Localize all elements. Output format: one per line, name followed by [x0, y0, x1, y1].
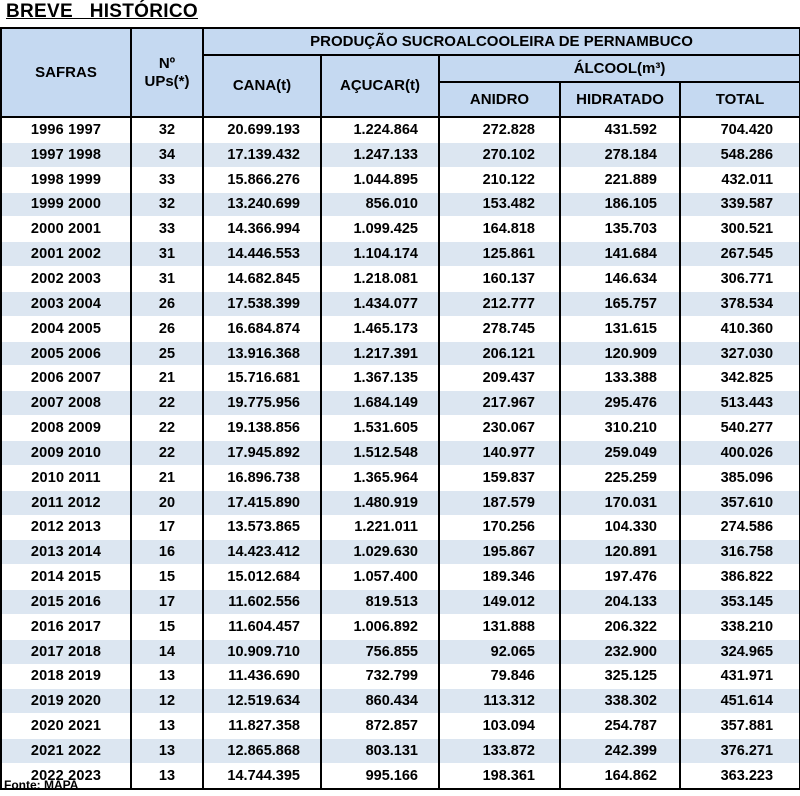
cell-total: 338.210 — [680, 614, 800, 639]
cell-safra: 2005 2006 — [1, 341, 131, 366]
table-row — [1, 590, 800, 615]
cell-acucar: 1.217.391 — [321, 341, 439, 366]
cell-safra: 2002 2003 — [1, 267, 131, 292]
header-cana: CANA(t) — [203, 55, 321, 117]
table-row — [1, 639, 800, 664]
cell-anidro: 149.012 — [439, 590, 560, 615]
table-row — [1, 515, 800, 540]
cell-cana: 19.138.856 — [203, 416, 321, 441]
cell-ups: 34 — [131, 142, 203, 167]
cell-ups: 21 — [131, 366, 203, 391]
cell-anidro: 206.121 — [439, 341, 560, 366]
cell-total: 431.971 — [680, 664, 800, 689]
table-body — [1, 117, 800, 789]
cell-acucar: 856.010 — [321, 192, 439, 217]
cell-ups: 26 — [131, 316, 203, 341]
table-row — [1, 540, 800, 565]
cell-total: 339.587 — [680, 192, 800, 217]
cell-acucar: 1.684.149 — [321, 391, 439, 416]
cell-anidro: 140.977 — [439, 440, 560, 465]
cell-ups: 22 — [131, 416, 203, 441]
cell-acucar: 1.367.135 — [321, 366, 439, 391]
cell-cana: 14.744.395 — [203, 763, 321, 788]
cell-safra: 2009 2010 — [1, 440, 131, 465]
cell-anidro: 133.872 — [439, 739, 560, 764]
cell-anidro: 270.102 — [439, 142, 560, 167]
cell-ups: 31 — [131, 242, 203, 267]
cell-cana: 11.602.556 — [203, 590, 321, 615]
cell-hidratado: 221.889 — [560, 167, 680, 192]
cell-safra: 2013 2014 — [1, 540, 131, 565]
cell-cana: 19.775.956 — [203, 391, 321, 416]
cell-anidro: 103.094 — [439, 714, 560, 739]
cell-safra: 2014 2015 — [1, 565, 131, 590]
cell-acucar: 1.512.548 — [321, 440, 439, 465]
cell-ups: 13 — [131, 739, 203, 764]
cell-ups: 33 — [131, 167, 203, 192]
cell-anidro: 198.361 — [439, 763, 560, 788]
cell-cana: 14.423.412 — [203, 540, 321, 565]
cell-cana: 11.436.690 — [203, 664, 321, 689]
cell-anidro: 113.312 — [439, 689, 560, 714]
cell-ups: 12 — [131, 689, 203, 714]
cell-ups: 22 — [131, 440, 203, 465]
cell-anidro: 278.745 — [439, 316, 560, 341]
cell-cana: 13.916.368 — [203, 341, 321, 366]
table-row — [1, 341, 800, 366]
cell-safra: 2021 2022 — [1, 739, 131, 764]
cell-cana: 12.865.868 — [203, 739, 321, 764]
cell-total: 385.096 — [680, 465, 800, 490]
table-row — [1, 242, 800, 267]
cell-anidro: 153.482 — [439, 192, 560, 217]
cell-acucar: 1.044.895 — [321, 167, 439, 192]
header-ups — [131, 28, 203, 117]
cell-cana: 14.366.994 — [203, 217, 321, 242]
cell-acucar: 1.006.892 — [321, 614, 439, 639]
cell-acucar: 1.218.081 — [321, 267, 439, 292]
cell-cana: 17.415.890 — [203, 490, 321, 515]
cell-acucar: 1.365.964 — [321, 465, 439, 490]
cell-hidratado: 186.105 — [560, 192, 680, 217]
cell-acucar: 1.057.400 — [321, 565, 439, 590]
cell-cana: 15.012.684 — [203, 565, 321, 590]
table-row — [1, 416, 800, 441]
cell-safra: 2015 2016 — [1, 590, 131, 615]
cell-safra: 1997 1998 — [1, 142, 131, 167]
cell-total: 357.881 — [680, 714, 800, 739]
header-alcool: ÁLCOOL(m³) — [439, 55, 800, 82]
cell-safra: 2010 2011 — [1, 465, 131, 490]
table-row — [1, 142, 800, 167]
header-hidratado: HIDRATADO — [560, 82, 680, 117]
cell-hidratado: 295.476 — [560, 391, 680, 416]
cell-acucar: 860.434 — [321, 689, 439, 714]
cell-acucar: 1.029.630 — [321, 540, 439, 565]
cell-hidratado: 225.259 — [560, 465, 680, 490]
cell-total: 386.822 — [680, 565, 800, 590]
cell-acucar: 995.166 — [321, 763, 439, 788]
cell-ups: 31 — [131, 267, 203, 292]
cell-safra: 2019 2020 — [1, 689, 131, 714]
cell-safra: 2000 2001 — [1, 217, 131, 242]
cell-safra: 1999 2000 — [1, 192, 131, 217]
cell-anidro: 272.828 — [439, 117, 560, 142]
cell-acucar: 1.465.173 — [321, 316, 439, 341]
cell-hidratado: 204.133 — [560, 590, 680, 615]
cell-hidratado: 170.031 — [560, 490, 680, 515]
cell-total: 327.030 — [680, 341, 800, 366]
table-row — [1, 664, 800, 689]
cell-total: 357.610 — [680, 490, 800, 515]
cell-hidratado: 146.634 — [560, 267, 680, 292]
cell-safra: 2004 2005 — [1, 316, 131, 341]
cell-anidro: 189.346 — [439, 565, 560, 590]
cell-hidratado: 133.388 — [560, 366, 680, 391]
cell-ups: 26 — [131, 291, 203, 316]
cell-anidro: 170.256 — [439, 515, 560, 540]
cell-anidro: 212.777 — [439, 291, 560, 316]
cell-cana: 16.896.738 — [203, 465, 321, 490]
cell-cana: 10.909.710 — [203, 639, 321, 664]
table-row — [1, 689, 800, 714]
table-row — [1, 167, 800, 192]
cell-total: 376.271 — [680, 739, 800, 764]
cell-ups: 32 — [131, 117, 203, 142]
cell-total: 400.026 — [680, 440, 800, 465]
cell-total: 432.011 — [680, 167, 800, 192]
header-safras-spacer — [1, 82, 131, 117]
cell-hidratado: 325.125 — [560, 664, 680, 689]
cell-anidro: 159.837 — [439, 465, 560, 490]
header-acucar: AÇUCAR(t) — [321, 55, 439, 117]
cell-total: 378.534 — [680, 291, 800, 316]
table-row — [1, 440, 800, 465]
cell-hidratado: 259.049 — [560, 440, 680, 465]
cell-total: 306.771 — [680, 267, 800, 292]
cell-ups: 13 — [131, 763, 203, 788]
table-row — [1, 291, 800, 316]
table-row — [1, 490, 800, 515]
cell-safra: 1996 1997 — [1, 117, 131, 142]
cell-safra: 2017 2018 — [1, 639, 131, 664]
table-row — [1, 565, 800, 590]
cell-total: 363.223 — [680, 763, 800, 788]
table-row — [1, 739, 800, 764]
cell-safra: 2018 2019 — [1, 664, 131, 689]
cell-anidro: 230.067 — [439, 416, 560, 441]
cell-hidratado: 104.330 — [560, 515, 680, 540]
table-row — [1, 192, 800, 217]
header-ups-line1: Nº — [158, 54, 176, 72]
cell-anidro: 79.846 — [439, 664, 560, 689]
cell-acucar: 819.513 — [321, 590, 439, 615]
cell-hidratado: 310.210 — [560, 416, 680, 441]
table-row — [1, 366, 800, 391]
cell-safra: 2007 2008 — [1, 391, 131, 416]
cell-hidratado: 278.184 — [560, 142, 680, 167]
table-row — [1, 267, 800, 292]
cell-total: 353.145 — [680, 590, 800, 615]
cell-cana: 13.240.699 — [203, 192, 321, 217]
cell-safra: 2008 2009 — [1, 416, 131, 441]
cell-hidratado: 141.684 — [560, 242, 680, 267]
cell-acucar: 1.434.077 — [321, 291, 439, 316]
table-row — [1, 391, 800, 416]
cell-hidratado: 131.615 — [560, 316, 680, 341]
cell-cana: 17.538.399 — [203, 291, 321, 316]
cell-ups: 15 — [131, 565, 203, 590]
cell-anidro: 195.867 — [439, 540, 560, 565]
cell-cana: 13.573.865 — [203, 515, 321, 540]
table-row — [1, 117, 800, 142]
cell-acucar: 1.224.864 — [321, 117, 439, 142]
cell-cana: 20.699.193 — [203, 117, 321, 142]
cell-ups: 16 — [131, 540, 203, 565]
header-anidro: ANIDRO — [439, 82, 560, 117]
cell-ups: 32 — [131, 192, 203, 217]
cell-ups: 25 — [131, 341, 203, 366]
cell-safra: 2020 2021 — [1, 714, 131, 739]
cell-hidratado: 338.302 — [560, 689, 680, 714]
cell-safra: 2016 2017 — [1, 614, 131, 639]
cell-anidro: 210.122 — [439, 167, 560, 192]
header-ups-line2: UPs(*) — [144, 72, 190, 90]
cell-total: 540.277 — [680, 416, 800, 441]
table-row — [1, 465, 800, 490]
cell-acucar: 1.099.425 — [321, 217, 439, 242]
cell-ups: 22 — [131, 391, 203, 416]
cell-total: 342.825 — [680, 366, 800, 391]
table-row — [1, 614, 800, 639]
cell-hidratado: 165.757 — [560, 291, 680, 316]
cell-hidratado: 164.862 — [560, 763, 680, 788]
cell-safra: 1998 1999 — [1, 167, 131, 192]
cell-ups: 21 — [131, 465, 203, 490]
cell-acucar: 1.480.919 — [321, 490, 439, 515]
cell-total: 316.758 — [680, 540, 800, 565]
cell-ups: 14 — [131, 639, 203, 664]
cell-acucar: 756.855 — [321, 639, 439, 664]
cell-cana: 11.604.457 — [203, 614, 321, 639]
table-row — [1, 714, 800, 739]
cell-hidratado: 254.787 — [560, 714, 680, 739]
cell-cana: 16.684.874 — [203, 316, 321, 341]
table-row — [1, 217, 800, 242]
cell-hidratado: 120.891 — [560, 540, 680, 565]
cell-cana: 11.827.358 — [203, 714, 321, 739]
cell-hidratado: 120.909 — [560, 341, 680, 366]
production-table — [0, 27, 800, 790]
cell-cana: 14.446.553 — [203, 242, 321, 267]
cell-safra: 2011 2012 — [1, 490, 131, 515]
cell-safra: 2006 2007 — [1, 366, 131, 391]
cell-hidratado: 431.592 — [560, 117, 680, 142]
cell-anidro: 125.861 — [439, 242, 560, 267]
cell-ups: 17 — [131, 590, 203, 615]
cell-hidratado: 197.476 — [560, 565, 680, 590]
cell-ups: 15 — [131, 614, 203, 639]
cell-total: 513.443 — [680, 391, 800, 416]
cell-hidratado: 206.322 — [560, 614, 680, 639]
header-production-group: PRODUÇÃO SUCROALCOOLEIRA DE PERNAMBUCO — [203, 28, 800, 55]
cell-anidro: 164.818 — [439, 217, 560, 242]
cell-cana: 14.682.845 — [203, 267, 321, 292]
cell-cana: 17.945.892 — [203, 440, 321, 465]
cell-total: 704.420 — [680, 117, 800, 142]
cell-total: 451.614 — [680, 689, 800, 714]
cell-anidro: 92.065 — [439, 639, 560, 664]
cell-total: 274.586 — [680, 515, 800, 540]
cell-acucar: 1.104.174 — [321, 242, 439, 267]
cell-ups: 20 — [131, 490, 203, 515]
cell-hidratado: 232.900 — [560, 639, 680, 664]
cell-safra: 2003 2004 — [1, 291, 131, 316]
cell-anidro: 217.967 — [439, 391, 560, 416]
cell-cana: 12.519.634 — [203, 689, 321, 714]
cell-total: 267.545 — [680, 242, 800, 267]
cell-acucar: 1.221.011 — [321, 515, 439, 540]
cell-total: 324.965 — [680, 639, 800, 664]
cell-safra: 2001 2002 — [1, 242, 131, 267]
cell-acucar: 872.857 — [321, 714, 439, 739]
table-row — [1, 763, 800, 788]
cell-total: 548.286 — [680, 142, 800, 167]
cell-acucar: 1.247.133 — [321, 142, 439, 167]
cell-ups: 33 — [131, 217, 203, 242]
cell-cana: 15.716.681 — [203, 366, 321, 391]
cell-hidratado: 242.399 — [560, 739, 680, 764]
cell-ups: 13 — [131, 714, 203, 739]
cell-safra: 2022 2023 — [1, 763, 131, 788]
header-safras: SAFRAS — [1, 28, 131, 82]
cell-total: 410.360 — [680, 316, 800, 341]
cell-cana: 17.139.432 — [203, 142, 321, 167]
cell-safra: 2012 2013 — [1, 515, 131, 540]
cell-total: 300.521 — [680, 217, 800, 242]
page-title: BREVE HISTÓRICO — [6, 1, 198, 22]
cell-acucar: 803.131 — [321, 739, 439, 764]
cell-ups: 17 — [131, 515, 203, 540]
cell-anidro: 187.579 — [439, 490, 560, 515]
cell-anidro: 131.888 — [439, 614, 560, 639]
table-row — [1, 316, 800, 341]
cell-ups: 13 — [131, 664, 203, 689]
cell-acucar: 732.799 — [321, 664, 439, 689]
cell-hidratado: 135.703 — [560, 217, 680, 242]
source-note: Fonte: MAPA — [4, 778, 79, 792]
cell-acucar: 1.531.605 — [321, 416, 439, 441]
header-total: TOTAL — [680, 82, 800, 117]
cell-cana: 15.866.276 — [203, 167, 321, 192]
cell-anidro: 160.137 — [439, 267, 560, 292]
cell-anidro: 209.437 — [439, 366, 560, 391]
